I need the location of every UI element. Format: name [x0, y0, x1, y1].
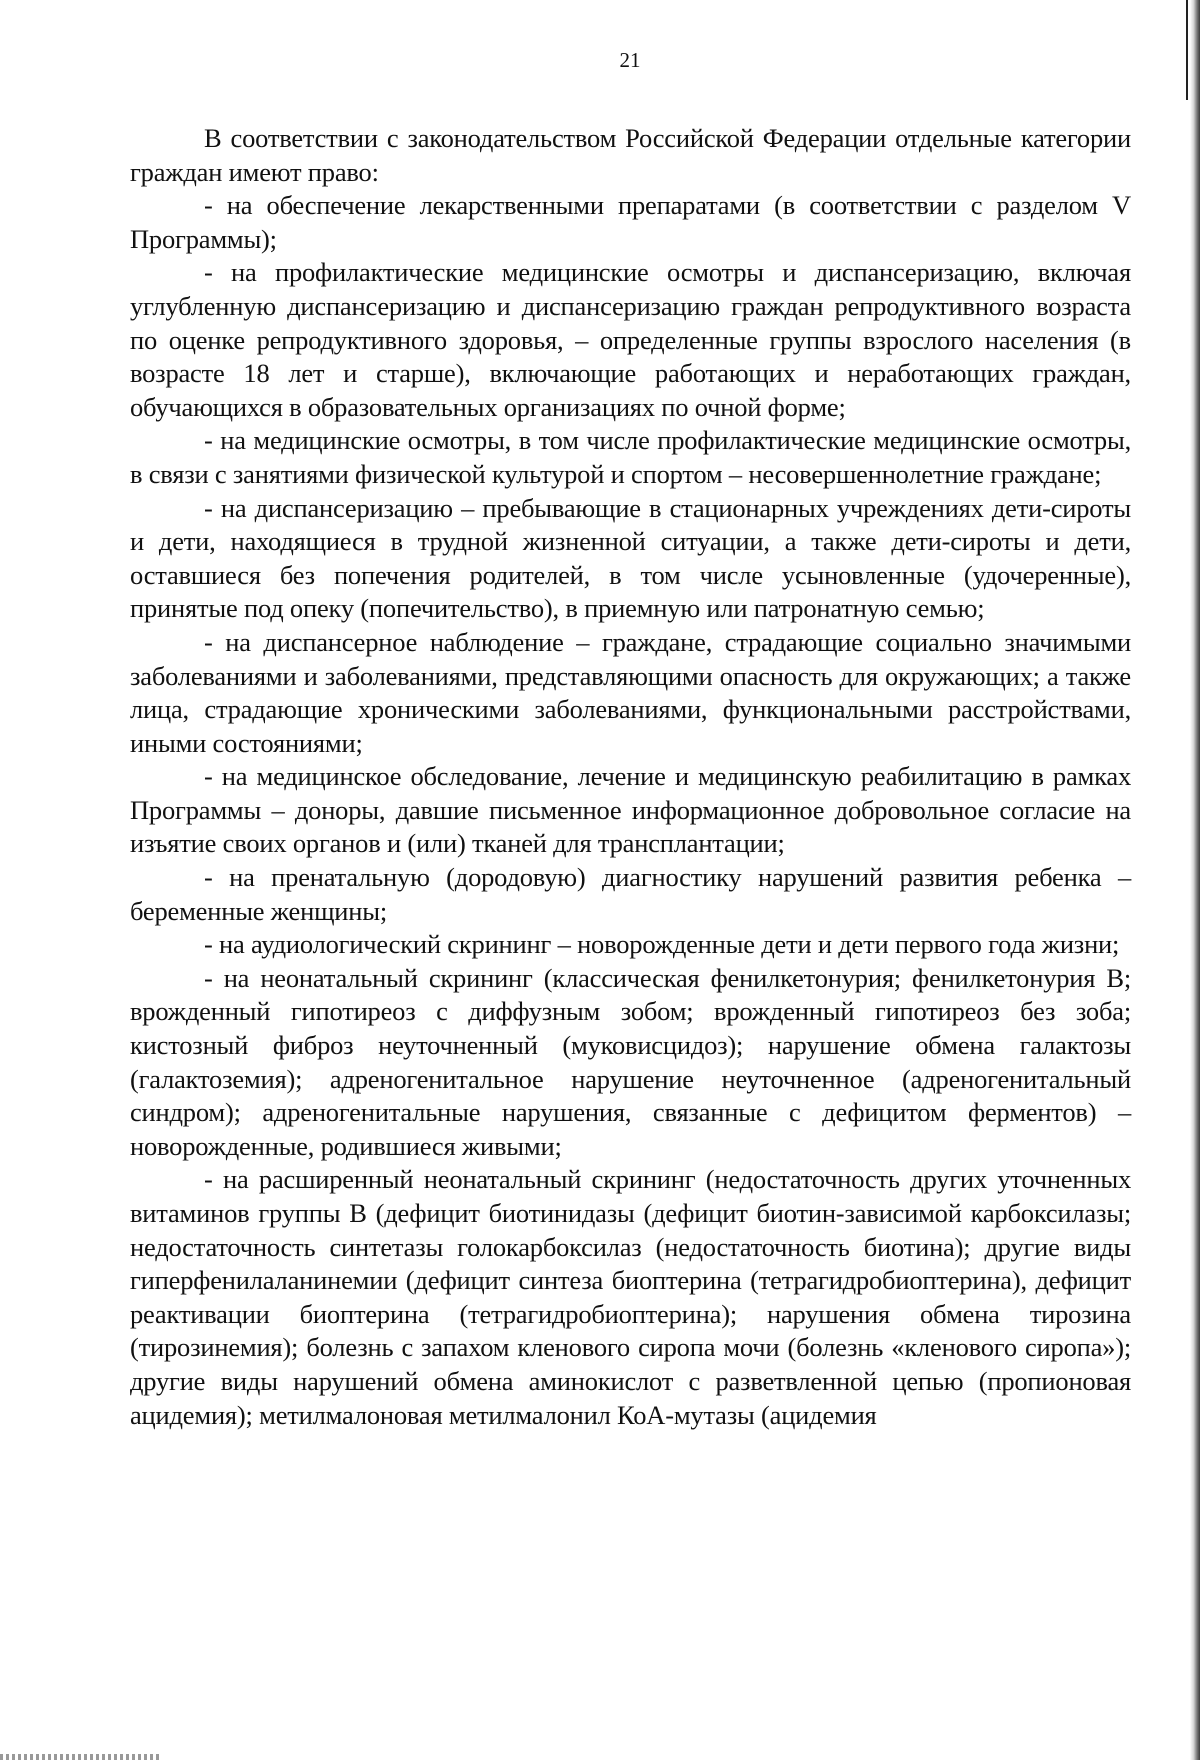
paragraph-extended-neonatal-screening: - на расширенный неонатальный скрининг (недостаточность других уточненных витаминов группы В (дефицит биотинидазы (дефицит биотин-зависимой карбоксилазы; недостаточность синтетазы голокарбоксилаз (недостаточность биотина); другие виды гиперфенилаланинемии (дефицит синтеза биоптерина (тетрагидробиоптерина), дефицит реактивации биоптерина (тетрагидробиоптерина); нарушения обмена тирозина (тирозинемия); болезнь с запахом кленового сиропа мочи (болезнь «кленового сиропа»); другие виды нарушений обмена аминокислот с разветвленной цепью (пропионовая ацидемия); метилмалоновая метилмалонил КоА-мутазы (ацидемия: [130, 1164, 1131, 1430]
scan-bottom-artifact: [0, 1754, 160, 1760]
document-body: [130, 122, 1131, 1432]
paragraph-donors: - на медицинское обследование, лечение и медицинскую реабилитацию в рамках Программы – доноры, давшие письменное информационное добровольное согласие на изъятие своих органов и (или) тканей для трансплантации;: [130, 761, 1131, 859]
page-number: 21: [619, 48, 641, 72]
paragraph-neonatal-screening: - на неонатальный скрининг (классическая фенилкетонурия; фенилкетонурия В; врожденный гипотиреоз с диффузным зобом; врожденный гипотиреоз без зоба; кистозный фиброз неуточненный (муковисцидоз); нарушение обмена галактозы (галактоземия); адреногенитальное нарушение неуточненное (адреногенитальный синдром); адреногенитальные нарушения, связанные с дефицитом ферментов) – новорожденные, родившиеся живыми;: [130, 962, 1131, 1161]
paragraph-audiology: - на аудиологический скрининг – новорожденные дети и дети первого года жизни;: [204, 929, 1120, 960]
paragraph-medicines: - на обеспечение лекарственными препаратами (в соответствии с разделом V Программы);: [130, 190, 1131, 254]
scan-edge-shadow: [1190, 0, 1200, 1760]
paragraph-prenatal: - на пренатальную (дородовую) диагностику нарушений развития ребенка – беременные женщины;: [130, 862, 1131, 926]
paragraph-dispensary-observation: - на диспансерное наблюдение – граждане, страдающие социально значимыми заболеваниями и заболеваниями, представляющими опасность для окружающих; а также лица, страдающие хроническими заболеваниями, функциональными расстройствами, иными состояниями;: [130, 626, 1131, 758]
paragraph-medical-exams-minors: - на медицинские осмотры, в том числе профилактические медицинские осмотры, в связи с занятиями физической культурой и спортом – несовершеннолетние граждане;: [130, 425, 1131, 489]
paragraph-intro: В соответствии с законодательством Российской Федерации отдельные категории граждан имеют право:: [130, 123, 1131, 187]
paragraph-prophylactic-exams: - на профилактические медицинские осмотры и диспансеризацию, включая углубленную диспансеризацию и диспансеризацию граждан репродуктивного возраста по оценке репродуктивного здоровья, – определенные группы взрослого населения (в возрасте 18 лет и старше), включающие работающих и неработающих граждан, обучающихся в образовательных организациях по очной форме;: [130, 257, 1131, 422]
paragraph-orphans-screening: - на диспансеризацию – пребывающие в стационарных учреждениях дети-сироты и дети, находящиеся в трудной жизненной ситуации, а также дети-сироты и дети, оставшиеся без попечения родителей, в том числе усыновленные (удочеренные), принятые под опеку (попечительство), в приемную или патронатную семью;: [130, 492, 1131, 624]
